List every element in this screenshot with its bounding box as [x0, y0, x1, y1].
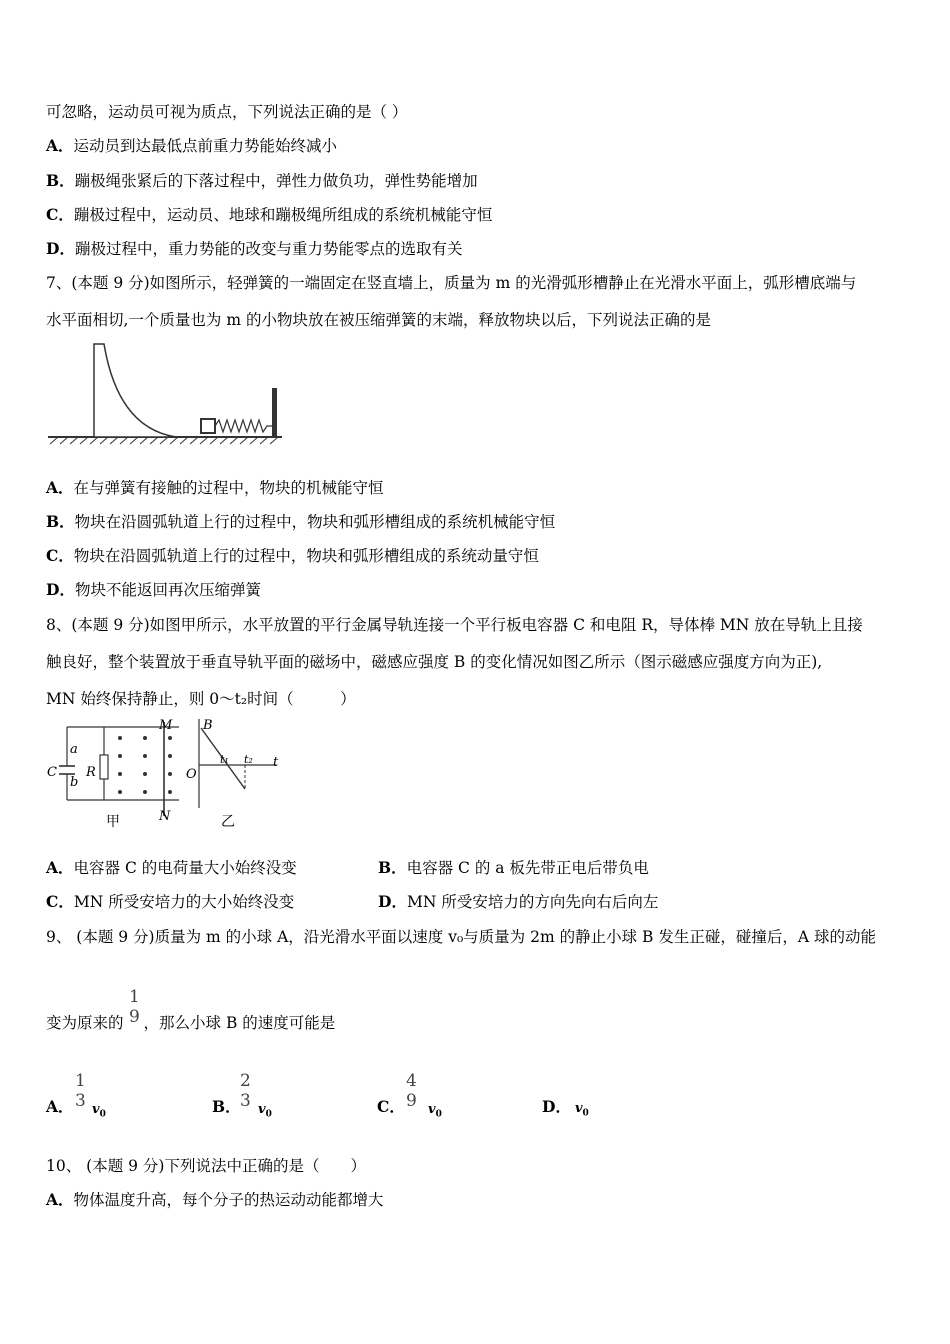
q8-stem-line3: MN 始终保持静止，则 0～t₂时间（ ） [46, 690, 356, 708]
q9-option-c-fraction: 4 9 [406, 1071, 417, 1111]
q8-option-a: A．电容器 C 的电荷量大小始终没变 [46, 858, 297, 877]
q9-option-c-velocity: $v_0$ [428, 1102, 442, 1120]
label-a: a [70, 742, 78, 757]
label-c: C [47, 765, 57, 780]
q6-option-c: C．蹦极过程中，运动员、地球和蹦极绳所组成的系统机械能守恒 [46, 205, 493, 224]
q7-stem-line1: 7、(本题 9 分)如图所示，轻弹簧的一端固定在竖直墙上，质量为 m 的光滑弧形槽静止在光滑水平面上，弧形槽底端与 [46, 274, 857, 292]
label-jia: 甲 [106, 814, 120, 830]
ground-hatch [50, 437, 278, 444]
q9-option-a: A． [46, 1097, 74, 1116]
label-b: b [70, 775, 79, 790]
q8-option-b: B．电容器 C 的 a 板先带正电后带负电 [378, 858, 649, 877]
q9-option-d: D． $v_0$ [542, 1097, 589, 1119]
q8-stem-line1: 8、(本题 9 分)如图甲所示，水平放置的平行金属导轨连接一个平行板电容器 C 和电阻 R，导体棒 MN 放在导轨上且接 [46, 616, 863, 634]
arc-groove [94, 344, 176, 437]
q7-stem-line2: 水平面相切,一个质量也为 m 的小物块放在被压缩弹簧的末端，释放物块以后，下列说法正确的是 [46, 311, 711, 329]
q9-stem-line1: 9、 (本题 9 分)质量为 m 的小球 A，沿光滑水平面以速度 v₀与质量为 2m 的静止小球 B 发生正碰，碰撞后，A 球的动能 [46, 928, 876, 946]
label-t: t [273, 755, 279, 770]
label-t1: t₁ [220, 753, 229, 766]
small-block [201, 419, 215, 433]
spring [215, 420, 272, 432]
q10-stem: 10、 (本题 9 分)下列说法中正确的是（ ） [46, 1157, 366, 1175]
q9-option-a-fraction: 1 3 [75, 1071, 86, 1111]
label-B: B [203, 718, 213, 733]
label-O: O [186, 767, 197, 782]
q8-option-c: C．MN 所受安培力的大小始终没变 [46, 892, 295, 911]
label-n: N [159, 809, 171, 824]
q6-option-b: B．蹦极绳张紧后的下落过程中，弹性力做负功，弹性势能增加 [46, 171, 478, 190]
q9-option-b-fraction: 2 3 [240, 1071, 251, 1111]
q9-stem-fraction: 1 9 [129, 987, 140, 1027]
label-t2: t₂ [244, 753, 253, 766]
q6-option-a: A．运动员到达最低点前重力势能始终减小 [46, 136, 338, 155]
q8-stem-line2: 触良好，整个装置放于垂直导轨平面的磁场中，磁感应强度 B 的变化情况如图乙所示（图示磁感应强度方向为正), [46, 653, 823, 671]
q9-option-b-velocity: $v_0$ [258, 1102, 272, 1120]
label-m: M [159, 718, 173, 733]
resistor [100, 755, 108, 779]
q8-option-d: D．MN 所受安培力的方向先向右后向左 [378, 892, 659, 911]
q7-option-b: B．物块在沿圆弧轨道上行的过程中，物块和弧形槽组成的系统机械能守恒 [46, 512, 556, 531]
label-r: R [86, 765, 96, 780]
q7-option-d: D．物块不能返回再次压缩弹簧 [46, 580, 261, 599]
q9-option-b: B． [212, 1097, 241, 1116]
q7-figure [46, 340, 286, 448]
q10-option-a: A．物体温度升高，每个分子的热运动动能都增大 [46, 1190, 384, 1209]
q9-stem-line2: 变为原来的 ，那么小球 B 的速度可能是 [46, 1014, 336, 1032]
q9-option-c: C． [377, 1097, 405, 1116]
q8-figure [44, 716, 294, 832]
q9-option-a-velocity: $v_0$ [92, 1102, 106, 1120]
q6-option-d: D．蹦极过程中，重力势能的改变与重力势能零点的选取有关 [46, 239, 463, 258]
q7-option-a: A．在与弹簧有接触的过程中，物块的机械能守恒 [46, 478, 384, 497]
wall [272, 388, 277, 437]
q6-stem-tail: 可忽略，运动员可视为质点，下列说法正确的是（ ） [46, 103, 408, 121]
q7-option-c: C．物块在沿圆弧轨道上行的过程中，物块和弧形槽组成的系统动量守恒 [46, 546, 539, 565]
label-yi: 乙 [221, 814, 235, 830]
